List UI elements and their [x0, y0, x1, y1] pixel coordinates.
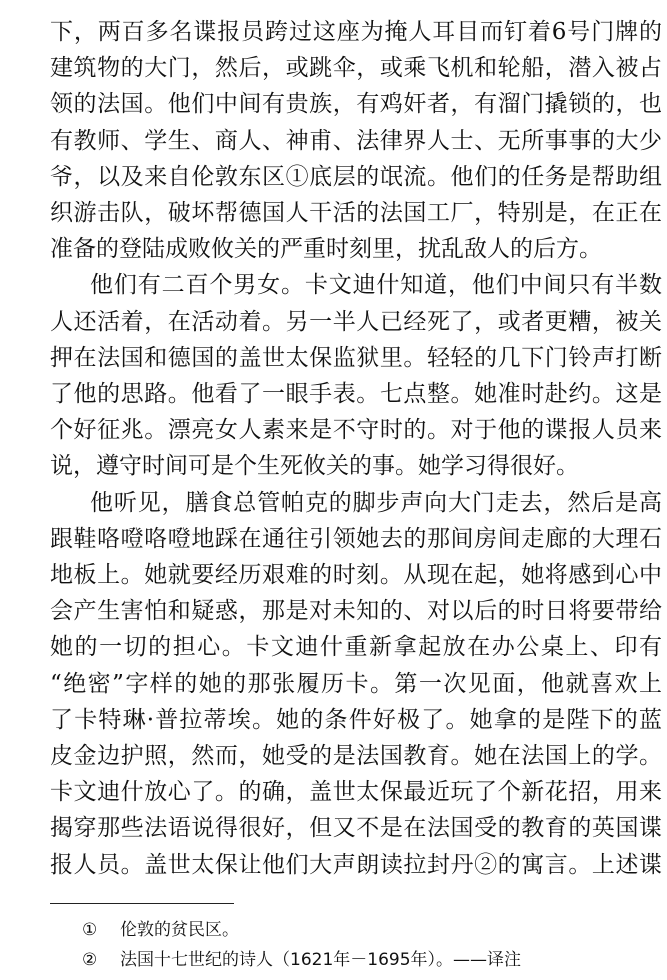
body-text-line: 爷，以及来自伦敦东区①底层的氓流。他们的任务是帮助组	[50, 164, 662, 190]
body-text-line: 卡文迪什放心了。的确，盖世太保最近玩了个新花招，用来	[50, 779, 662, 805]
body-text-line: 报人员。盖世太保让他们大声朗读拉封丹②的寓言。上述谍	[50, 852, 662, 878]
footnote-mark: ②	[82, 950, 98, 970]
body-text-line: 她的一切的担心。卡文迪什重新拿起放在办公桌上、印有	[50, 634, 662, 660]
footnote-text: 伦敦的贫民区。	[120, 920, 239, 940]
body-text-line: 说，遵守时间可是个生死攸关的事。她学习得很好。	[50, 453, 579, 479]
body-text-line: “绝密”字样的她的那张履历卡。第一次见面，他就喜欢上	[50, 671, 662, 697]
body-text-line: 了卡特琳·普拉蒂埃。她的条件好极了。她拿的是陛下的蓝	[50, 707, 662, 733]
paragraph-first-line: 他们有二百个男女。卡文迪什知道，他们中间只有半数	[90, 272, 662, 298]
body-text-line: 领的法国。他们中间有贵族，有鸡奸者，有溜门撬锁的，也	[50, 91, 662, 117]
body-text-line: 织游击队，破坏帮德国人干活的法国工厂，特别是，在正在	[50, 200, 662, 226]
body-text-line: 押在法国和德国的盖世太保监狱里。轻轻的几下门铃声打断	[50, 345, 662, 371]
footnote	[82, 946, 521, 974]
body-text-line: 个好征兆。漂亮女人素来是不守时的。对于他的谍报人员来	[50, 417, 662, 443]
body-text-line: 建筑物的大门，然后，或跳伞，或乘飞机和轮船，潜入被占	[50, 55, 662, 81]
paragraph-first-line: 他听见，膳食总管帕克的脚步声向大门走去，然后是高	[90, 490, 662, 516]
body-text-line: 跟鞋咯噔咯噔地踩在通往引领她去的那间房间走廊的大理石	[50, 526, 662, 552]
footnote-mark: ①	[82, 920, 98, 940]
body-text-line: 揭穿那些法语说得很好，但又不是在法国受的教育的英国谍	[50, 815, 662, 841]
body-text-line: 地板上。她就要经历艰难的时刻。从现在起，她将感到心中	[50, 562, 662, 588]
body-text-line: 人还活着，在活动着。另一半人已经死了，或者更糟，被关	[50, 309, 662, 335]
footnote	[82, 916, 239, 944]
body-text-line: 有教师、学生、商人、神甫、法律界人士、无所事事的大少	[50, 128, 662, 154]
body-text-line: 会产生害怕和疑惑，那是对未知的、对以后的时日将要带给	[50, 598, 662, 624]
footnote-separator	[50, 903, 234, 904]
body-text-line: 下，两百多名谍报员跨过这座为掩人耳目而钉着6号门牌的	[50, 19, 662, 45]
body-text-line: 皮金边护照，然而，她受的是法国教育。她在法国上的学。	[50, 743, 662, 769]
body-text-line: 了他的思路。他看了一眼手表。七点整。她准时赴约。这是	[50, 381, 662, 407]
footnote-text: 法国十七世纪的诗人（1621年－1695年）。——译注	[120, 950, 522, 970]
body-text-line: 准备的登陆成败攸关的严重时刻里，扰乱敌人的后方。	[50, 236, 602, 262]
